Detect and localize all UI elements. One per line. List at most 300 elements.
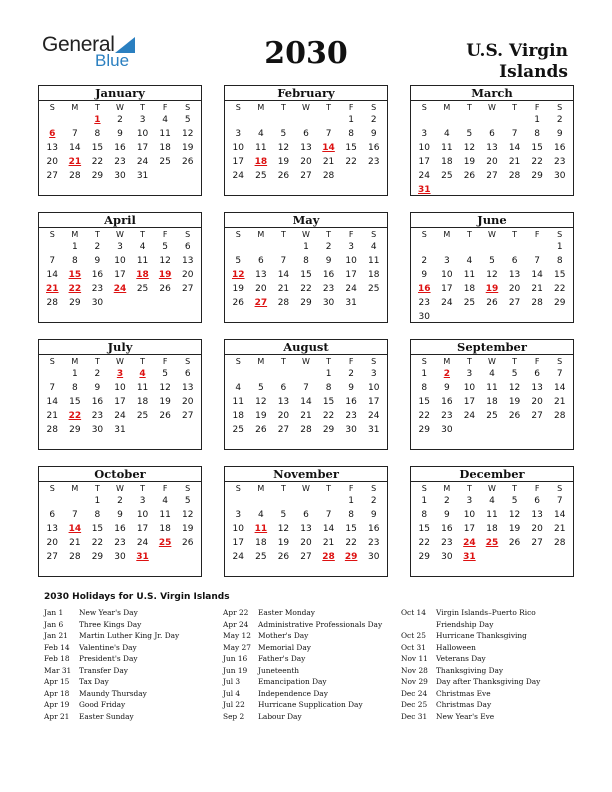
holiday-day: 28 — [322, 552, 335, 562]
day: 2 — [421, 256, 428, 266]
weekday-header: S — [185, 230, 191, 239]
holiday-date: Apr 19 — [44, 700, 70, 709]
day: 27 — [486, 171, 498, 181]
weekday-header-row — [225, 482, 387, 494]
day: 6 — [303, 129, 309, 139]
day: 19 — [277, 157, 290, 167]
day: 14 — [300, 397, 312, 407]
day: 7 — [71, 510, 78, 520]
day: 4 — [443, 129, 450, 139]
empty-cell — [458, 113, 481, 127]
day: 1 — [303, 242, 309, 252]
day: 7 — [534, 256, 540, 266]
month-january — [38, 85, 202, 196]
empty-cell — [317, 113, 340, 127]
day: 18 — [441, 157, 453, 167]
holiday-entry — [223, 688, 423, 700]
month-july — [38, 339, 202, 450]
day: 3 — [443, 256, 450, 266]
day: 19 — [508, 397, 521, 407]
day: 1 — [71, 369, 78, 379]
region-title: U.S. Virgin Islands — [466, 41, 568, 82]
day: 20 — [508, 284, 521, 294]
weekday-header: S — [49, 357, 55, 366]
day: 9 — [94, 383, 101, 393]
holiday-entry — [401, 607, 601, 619]
day: 22 — [418, 411, 430, 421]
day: 17 — [367, 397, 380, 407]
day: 8 — [348, 510, 354, 520]
day: 2 — [94, 369, 101, 379]
day: 12 — [181, 129, 194, 139]
weekday-header-row — [411, 482, 573, 494]
day: 28 — [69, 552, 81, 562]
month-name: July — [39, 340, 201, 355]
month-name: December — [411, 467, 573, 482]
empty-cell — [317, 494, 340, 508]
holiday-name: Christmas Eve — [436, 688, 491, 698]
weekday-header: W — [116, 484, 124, 493]
holiday-entry — [223, 630, 423, 642]
month-march — [410, 85, 574, 196]
day: 18 — [367, 270, 380, 280]
day: 17 — [463, 524, 476, 534]
day: 15 — [91, 524, 104, 534]
day: 11 — [441, 143, 453, 153]
holiday-day: 14 — [322, 143, 335, 153]
day: 27 — [508, 298, 521, 308]
day: 16 — [441, 524, 453, 534]
empty-cell — [272, 240, 295, 254]
weekday-header: S — [185, 103, 191, 112]
day: 11 — [486, 383, 498, 393]
day: 12 — [255, 397, 267, 407]
day: 17 — [418, 157, 430, 167]
holiday-name: Father's Day — [258, 654, 306, 663]
day: 7 — [556, 369, 563, 379]
holiday-date: Nov 28 — [401, 665, 428, 675]
holiday-day: 31 — [136, 552, 149, 562]
day: 28 — [277, 298, 290, 308]
day: 18 — [232, 411, 244, 421]
day: 17 — [114, 270, 126, 280]
day: 28 — [69, 171, 81, 181]
day: 6 — [49, 510, 56, 520]
day: 3 — [370, 369, 377, 379]
day: 1 — [421, 369, 428, 379]
empty-cell — [227, 240, 250, 254]
day: 22 — [91, 538, 104, 548]
weekday-header: M — [443, 357, 451, 366]
day: 10 — [463, 510, 476, 520]
day: 17 — [136, 524, 149, 534]
day: 19 — [159, 397, 171, 407]
month-name: November — [225, 467, 387, 482]
weekday-header: T — [280, 484, 286, 493]
day: 14 — [322, 524, 335, 534]
day-grid — [411, 494, 573, 564]
day: 25 — [486, 411, 498, 421]
empty-cell — [503, 240, 526, 254]
holiday-day: 27 — [254, 298, 268, 308]
day: 8 — [303, 256, 309, 266]
empty-cell — [250, 113, 273, 127]
weekday-header: T — [326, 103, 331, 112]
month-name: January — [39, 86, 201, 101]
holiday-day: 24 — [113, 284, 127, 294]
day: 11 — [463, 270, 476, 280]
day: 9 — [421, 270, 428, 280]
day: 22 — [91, 157, 104, 167]
day: 21 — [553, 524, 566, 534]
day: 29 — [69, 425, 81, 435]
day: 24 — [136, 538, 149, 548]
holiday-day: 14 — [68, 524, 82, 534]
day: 16 — [322, 270, 335, 280]
day: 1 — [534, 115, 540, 125]
day: 10 — [114, 256, 126, 266]
holiday-name: Maundy Thursday — [79, 688, 147, 698]
day: 1 — [71, 242, 78, 252]
weekday-header: M — [71, 484, 79, 493]
holiday-entry — [223, 711, 423, 723]
empty-cell — [227, 494, 250, 508]
day: 29 — [322, 425, 335, 435]
day: 14 — [46, 397, 58, 407]
weekday-header: T — [140, 230, 145, 239]
weekday-header: M — [257, 103, 265, 112]
day: 3 — [117, 242, 123, 252]
day: 10 — [232, 524, 244, 534]
day: 9 — [443, 383, 450, 393]
holiday-day: 21 — [46, 284, 59, 294]
weekday-header: S — [49, 484, 55, 493]
day: 24 — [232, 552, 244, 562]
day: 21 — [46, 411, 58, 421]
weekday-header: M — [443, 230, 451, 239]
day: 6 — [534, 369, 540, 379]
weekday-header: T — [466, 230, 472, 239]
weekday-header: T — [94, 484, 100, 493]
day: 20 — [486, 157, 498, 167]
holiday-date: Jul 3 — [223, 677, 241, 686]
weekday-header-row — [225, 355, 387, 367]
day: 6 — [534, 496, 540, 506]
day: 7 — [325, 510, 332, 520]
day: 28 — [553, 411, 566, 421]
holiday-entry — [401, 619, 601, 631]
day: 19 — [181, 143, 194, 153]
day: 4 — [257, 510, 264, 520]
day: 17 — [463, 397, 476, 407]
day: 13 — [181, 383, 194, 393]
month-name: August — [225, 340, 387, 355]
day: 20 — [46, 157, 58, 167]
day: 26 — [508, 538, 521, 548]
day: 2 — [370, 496, 377, 506]
holiday-name: Juneteenth — [258, 665, 300, 675]
day: 4 — [489, 369, 495, 379]
day: 15 — [553, 270, 566, 280]
day: 30 — [418, 312, 430, 322]
weekday-header: S — [235, 103, 241, 112]
weekday-header: T — [512, 103, 517, 112]
day: 27 — [531, 411, 543, 421]
day: 19 — [463, 157, 476, 167]
empty-cell — [64, 494, 87, 508]
day: 21 — [553, 397, 566, 407]
empty-cell — [413, 240, 436, 254]
day: 17 — [114, 397, 126, 407]
holiday-day: 25 — [158, 538, 172, 548]
weekday-header: W — [302, 103, 310, 112]
day: 5 — [162, 369, 168, 379]
day: 4 — [235, 383, 242, 393]
day: 7 — [280, 256, 287, 266]
day: 1 — [556, 242, 563, 252]
day: 6 — [257, 256, 264, 266]
day: 27 — [181, 411, 194, 421]
day: 9 — [117, 510, 123, 520]
day: 8 — [94, 510, 101, 520]
weekday-header: S — [371, 103, 377, 112]
holiday-entry — [44, 711, 244, 723]
empty-cell — [272, 494, 295, 508]
day: 1 — [325, 369, 332, 379]
day: 9 — [443, 510, 450, 520]
day: 30 — [553, 171, 566, 181]
holiday-column — [223, 607, 423, 722]
day: 25 — [159, 157, 171, 167]
day: 24 — [114, 411, 126, 421]
holiday-name: Transfer Day — [79, 665, 128, 675]
holiday-entry — [223, 665, 423, 677]
weekday-header-row — [411, 228, 573, 240]
day: 25 — [441, 171, 453, 181]
day: 10 — [114, 383, 126, 393]
weekday-header: F — [534, 230, 540, 239]
day: 5 — [162, 242, 168, 252]
holiday-day: 15 — [68, 270, 82, 280]
month-april — [38, 212, 202, 323]
weekday-header: F — [348, 357, 354, 366]
weekday-header: W — [488, 230, 496, 239]
day: 12 — [277, 524, 290, 534]
day: 17 — [232, 538, 244, 548]
holiday-date: Apr 18 — [44, 688, 70, 698]
day: 27 — [300, 171, 312, 181]
day: 14 — [277, 270, 290, 280]
weekday-header-row — [225, 101, 387, 113]
weekday-header-row — [39, 355, 201, 367]
day: 24 — [463, 411, 476, 421]
brand-name-line1: General — [42, 33, 115, 56]
month-name: February — [225, 86, 387, 101]
holiday-entry — [223, 642, 423, 654]
day: 11 — [367, 256, 380, 266]
weekday-header: S — [235, 230, 241, 239]
month-name: June — [411, 213, 573, 228]
day: 10 — [463, 383, 476, 393]
day: 26 — [232, 298, 244, 308]
weekday-header: W — [116, 357, 124, 366]
empty-cell — [503, 113, 526, 127]
day: 28 — [46, 298, 58, 308]
day: 13 — [531, 383, 543, 393]
day: 13 — [46, 143, 58, 153]
day: 6 — [184, 242, 191, 252]
day: 30 — [322, 298, 335, 308]
weekday-header: W — [302, 230, 310, 239]
day: 9 — [117, 129, 123, 139]
weekday-header: T — [466, 357, 472, 366]
day: 17 — [136, 143, 149, 153]
month-name: April — [39, 213, 201, 228]
day: 28 — [553, 538, 566, 548]
day: 29 — [91, 552, 104, 562]
weekday-header-row — [225, 228, 387, 240]
day: 23 — [367, 538, 380, 548]
day: 11 — [232, 397, 244, 407]
holiday-name: New Year's Day — [79, 608, 138, 617]
day: 9 — [325, 256, 332, 266]
weekday-header: S — [421, 357, 427, 366]
day: 21 — [531, 284, 543, 294]
day: 19 — [232, 284, 244, 294]
day: 17 — [441, 284, 453, 294]
empty-cell — [436, 113, 459, 127]
weekday-header: T — [94, 103, 100, 112]
day: 24 — [232, 171, 244, 181]
holiday-date: Jan 6 — [44, 619, 64, 629]
day-grid — [39, 240, 201, 310]
holiday-date: Feb 14 — [44, 642, 70, 652]
weekday-header: T — [94, 230, 100, 239]
day-grid — [225, 240, 387, 310]
day: 29 — [91, 171, 104, 181]
day: 5 — [489, 256, 495, 266]
day: 13 — [181, 256, 194, 266]
month-november — [224, 466, 388, 577]
day: 11 — [486, 510, 498, 520]
day: 30 — [114, 171, 126, 181]
day: 27 — [277, 425, 290, 435]
weekday-header: W — [302, 357, 310, 366]
month-october — [38, 466, 202, 577]
holiday-date: Nov 29 — [401, 677, 428, 686]
holiday-date: Apr 22 — [223, 608, 249, 617]
day: 2 — [370, 115, 377, 125]
day: 22 — [531, 157, 543, 167]
month-name: March — [411, 86, 573, 101]
day-grid — [39, 113, 201, 183]
day: 14 — [553, 510, 566, 520]
holiday-entry — [401, 676, 601, 688]
holiday-date: Nov 11 — [401, 654, 428, 663]
day: 8 — [421, 383, 428, 393]
holiday-day: 19 — [158, 270, 172, 280]
day: 24 — [418, 171, 430, 181]
day: 30 — [91, 298, 104, 308]
weekday-header: S — [421, 230, 427, 239]
day: 13 — [255, 270, 267, 280]
holiday-date: Oct 31 — [401, 642, 426, 652]
weekday-header: F — [348, 103, 354, 112]
weekday-header: F — [348, 230, 354, 239]
day: 1 — [94, 496, 101, 506]
day: 12 — [277, 143, 290, 153]
day: 9 — [370, 129, 377, 139]
weekday-header: T — [466, 484, 472, 493]
day: 6 — [303, 510, 309, 520]
holiday-date: Apr 15 — [44, 677, 70, 686]
holiday-day: 16 — [418, 284, 431, 294]
empty-cell — [295, 367, 318, 381]
day: 8 — [71, 383, 78, 393]
day: 4 — [489, 496, 495, 506]
day: 23 — [553, 157, 566, 167]
day: 20 — [181, 270, 194, 280]
day: 5 — [184, 115, 191, 125]
weekday-header: T — [512, 230, 517, 239]
holiday-name: New Year's Eve — [436, 711, 495, 721]
day: 12 — [159, 383, 171, 393]
weekday-header: M — [71, 230, 79, 239]
day: 28 — [531, 298, 543, 308]
day: 13 — [531, 510, 543, 520]
day: 15 — [345, 143, 357, 153]
holiday-column — [44, 607, 244, 722]
holiday-day: 25 — [485, 538, 499, 548]
calendar-year: 2030 — [264, 36, 348, 71]
month-name: October — [39, 467, 201, 482]
holiday-day: 29 — [344, 552, 358, 562]
day: 14 — [69, 143, 81, 153]
day: 22 — [553, 284, 566, 294]
day: 18 — [463, 284, 476, 294]
day: 17 — [345, 270, 357, 280]
day: 27 — [531, 538, 543, 548]
day: 11 — [159, 510, 171, 520]
day: 10 — [345, 256, 357, 266]
day: 13 — [277, 397, 290, 407]
holiday-date: May 12 — [223, 631, 251, 640]
holiday-name: Easter Sunday — [79, 711, 134, 721]
empty-cell — [436, 240, 459, 254]
holiday-day: 4 — [139, 369, 146, 379]
day: 23 — [418, 298, 430, 308]
holiday-name: Independence Day — [258, 688, 328, 698]
day-grid — [225, 367, 387, 437]
weekday-header: S — [185, 484, 191, 493]
month-may — [224, 212, 388, 323]
day: 5 — [257, 383, 264, 393]
day: 23 — [322, 284, 335, 294]
empty-cell — [481, 113, 504, 127]
holiday-date: Jul 22 — [223, 700, 245, 709]
day: 4 — [162, 115, 168, 125]
holiday-day: 21 — [68, 157, 82, 167]
weekday-header: M — [257, 230, 265, 239]
weekday-header: S — [557, 230, 563, 239]
day: 22 — [345, 538, 357, 548]
day: 23 — [345, 411, 357, 421]
day: 8 — [556, 256, 563, 266]
day: 18 — [159, 143, 171, 153]
day: 8 — [348, 129, 354, 139]
day: 21 — [300, 411, 312, 421]
month-august — [224, 339, 388, 450]
